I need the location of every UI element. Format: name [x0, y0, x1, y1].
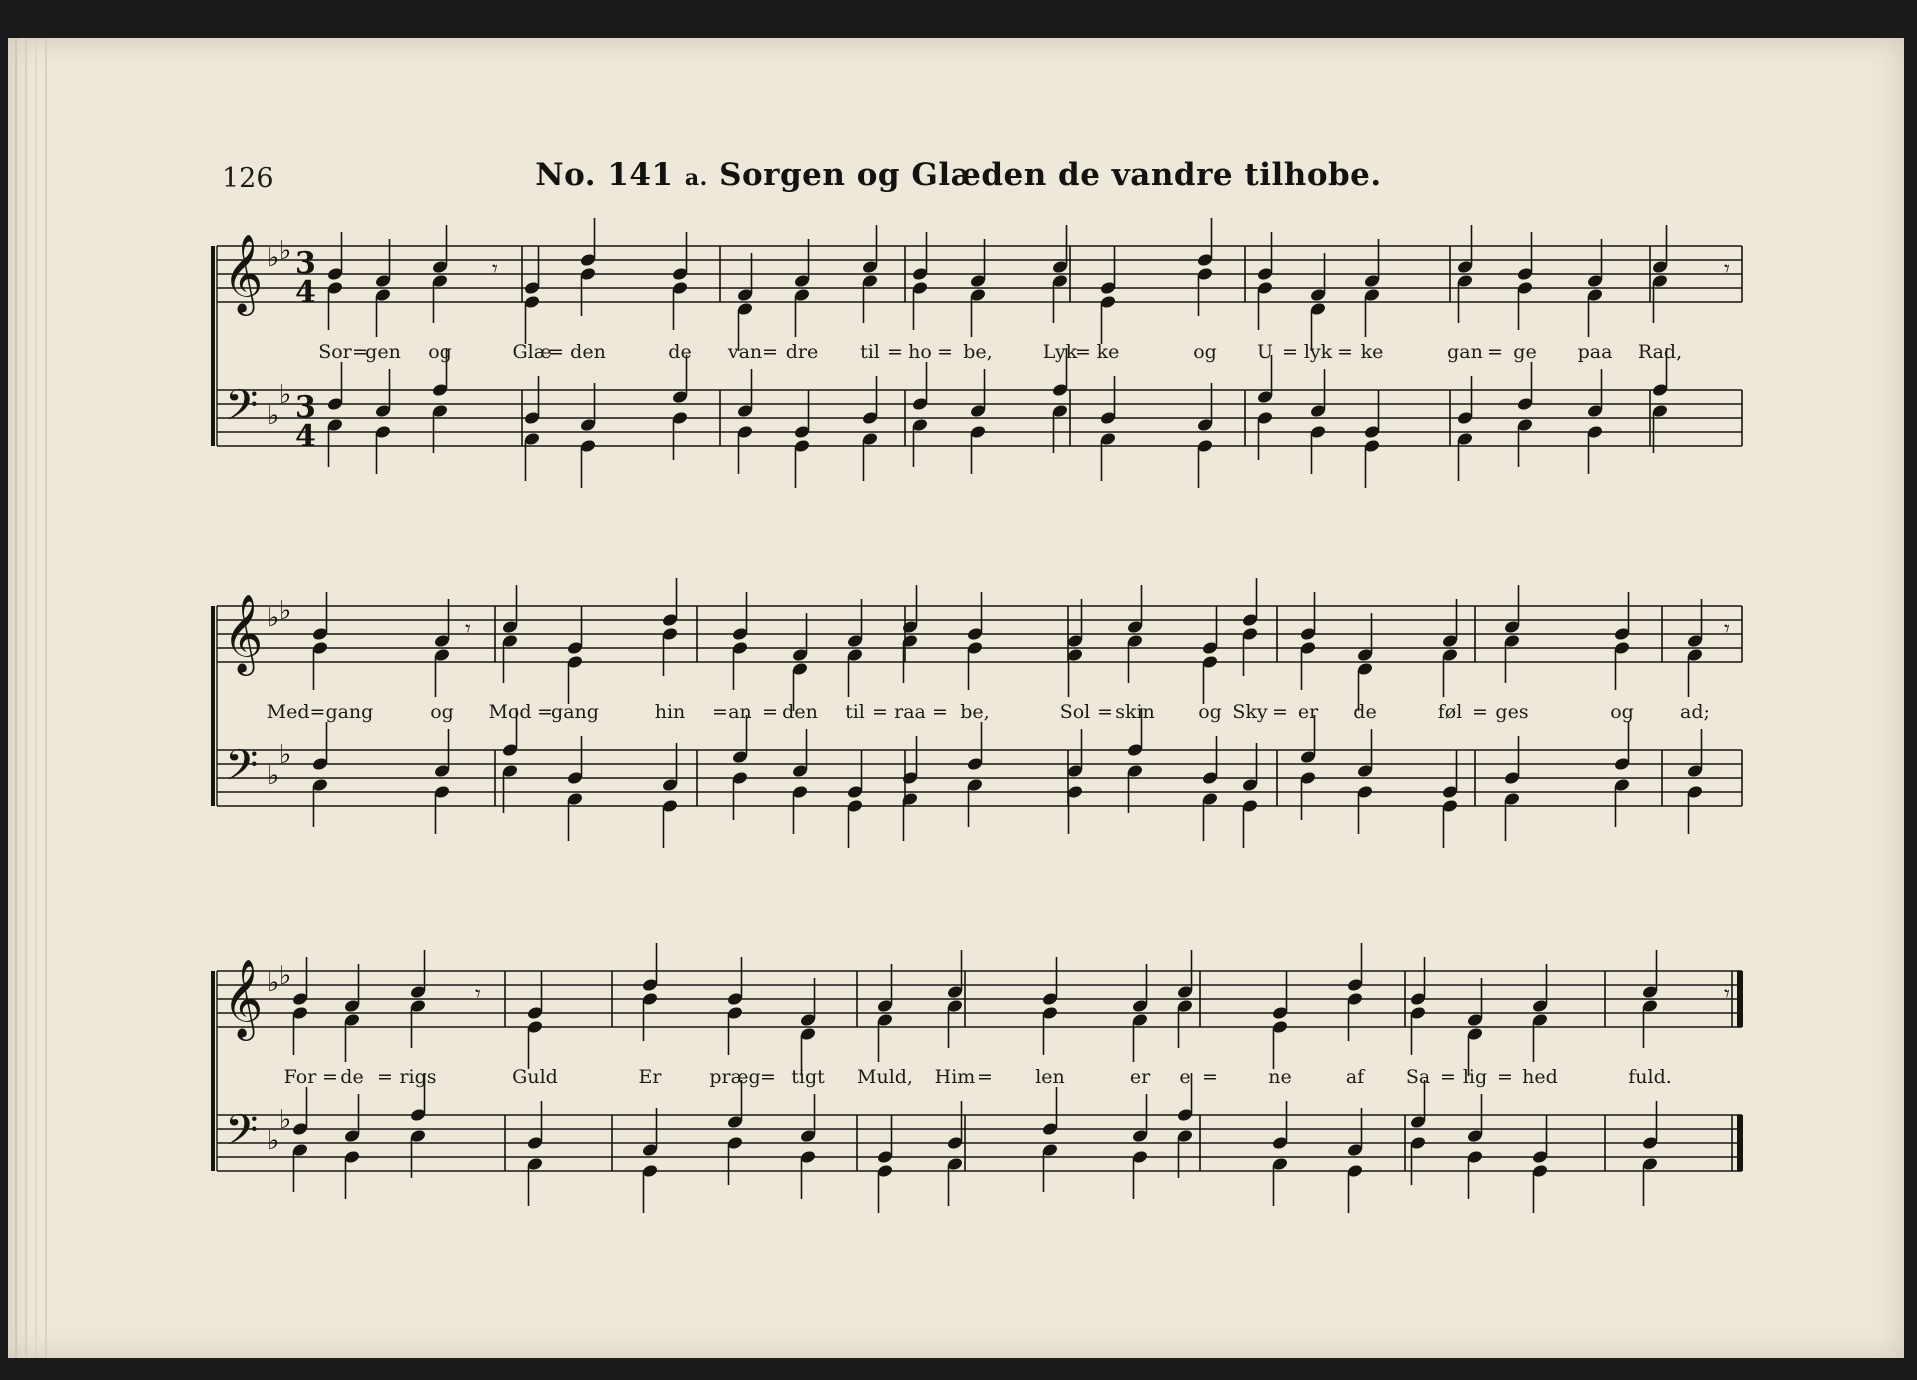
key-flat-e: ♭ — [279, 961, 292, 991]
lyric-syllable: gan — [1447, 341, 1483, 363]
lyric-syllable: den — [782, 701, 818, 723]
lyric-syllable: den — [570, 341, 606, 363]
lyric-syllable: = — [1487, 341, 1503, 363]
lyric-syllable: = — [977, 1066, 993, 1088]
lyric-syllable: = — [932, 701, 948, 723]
time-signature-bass-denominator: 4 — [295, 419, 316, 454]
lyric-syllable: ge — [1513, 341, 1537, 363]
lyric-syllable: be, — [960, 701, 990, 723]
lyric-syllable: = — [762, 701, 778, 723]
lyric-syllable: føl — [1437, 701, 1463, 723]
lyric-syllable: Rad, — [1637, 341, 1683, 363]
lyric-syllable: For — [283, 1066, 317, 1088]
lyric-syllable: = — [937, 341, 953, 363]
lyric-syllable: Him — [934, 1066, 976, 1088]
key-flat-e: ♭ — [279, 236, 292, 266]
lyric-syllable: Sol — [1059, 701, 1091, 723]
eighth-rest-icon: 𝄾 — [1724, 257, 1730, 282]
lyric-syllable: af — [1345, 1066, 1365, 1088]
lyric-syllable: de — [1353, 701, 1377, 723]
eighth-rest-icon: 𝄾 — [1724, 982, 1730, 1007]
music-system-2 — [0, 590, 1917, 840]
lyric-syllable: len — [1035, 1066, 1065, 1088]
treble-clef-icon: 𝄞 — [223, 959, 264, 1038]
lyric-syllable: ges — [1495, 701, 1529, 723]
lyric-syllable: Med=gang — [266, 701, 374, 723]
key-flat-e-bass: ♭ — [279, 740, 292, 770]
lyric-syllable: raa — [894, 701, 926, 723]
bass-staff — [217, 1115, 1742, 1171]
lyric-syllable: tigt — [791, 1066, 825, 1088]
lyric-syllable: ho — [908, 341, 932, 363]
lyric-syllable: = — [887, 341, 903, 363]
lyric-syllable: lyk — [1303, 341, 1333, 363]
lyric-syllable: til — [845, 701, 865, 723]
lyric-syllable: = — [322, 1066, 338, 1088]
lyric-syllable: dre — [785, 341, 819, 363]
lyric-syllable: = — [1440, 1066, 1456, 1088]
lyric-syllable: gang — [551, 701, 599, 723]
bass-clef-icon: 𝄢 — [225, 1106, 259, 1166]
hymn-name: Sorgen og Glæden de vandre tilhobe. — [719, 157, 1382, 193]
lyric-syllable: er — [1129, 1066, 1151, 1088]
music-system-1 — [0, 230, 1917, 480]
lyric-syllable: og — [430, 701, 454, 723]
key-flat-b: ♭ — [267, 968, 280, 998]
key-flat-e: ♭ — [279, 596, 292, 626]
lyric-syllable: = — [1075, 341, 1091, 363]
lyric-syllable: = — [1097, 701, 1113, 723]
lyric-syllable: præg — [709, 1066, 761, 1088]
lyric-syllable: Er — [638, 1066, 662, 1088]
lyric-syllable: be, — [963, 341, 993, 363]
music-system-3 — [0, 955, 1917, 1205]
key-flat-b: ♭ — [267, 603, 280, 633]
lyric-syllable: ke — [1096, 341, 1120, 363]
treble-clef-icon: 𝄞 — [223, 234, 264, 313]
lyric-syllable: ne — [1268, 1066, 1292, 1088]
lyric-syllable: = — [1272, 701, 1288, 723]
lyric-syllable: og — [428, 341, 452, 363]
final-barline-thick — [1737, 971, 1743, 1027]
bass-clef-icon: 𝄢 — [225, 381, 259, 441]
eighth-rest-icon: 𝄾 — [465, 617, 471, 642]
lyric-syllable: hed — [1522, 1066, 1558, 1088]
lyric-syllable: e — [1179, 1066, 1191, 1088]
hymn-variant: a. — [684, 165, 708, 191]
lyric-syllable: til — [860, 341, 880, 363]
lyric-syllable: er — [1297, 701, 1319, 723]
key-flat-e-bass: ♭ — [279, 380, 292, 410]
page-number: 126 — [222, 163, 274, 194]
lyric-syllable: og — [1198, 701, 1222, 723]
eighth-rest-icon: 𝄾 — [1724, 617, 1730, 642]
lyric-syllable: ad; — [1680, 701, 1710, 723]
lyric-syllable: paa — [1577, 341, 1613, 363]
lyric-syllable: fuld. — [1628, 1066, 1672, 1088]
bass-clef-icon: 𝄢 — [225, 741, 259, 801]
time-signature-bass-numerator: 3 — [295, 390, 316, 425]
lyric-syllable: skin — [1115, 701, 1155, 723]
key-flat-e-bass: ♭ — [279, 1105, 292, 1135]
lyric-syllable: Mod — [488, 701, 532, 723]
lyric-syllable: = — [712, 701, 728, 723]
lyric-syllable: Muld, — [857, 1066, 913, 1088]
lyric-syllable: rigs — [399, 1066, 437, 1088]
lyric-syllable: = — [1337, 341, 1353, 363]
treble-clef-icon: 𝄞 — [223, 594, 264, 673]
lyric-syllable: = — [352, 341, 368, 363]
lyric-syllable: van — [727, 341, 763, 363]
key-flat-b-bass: ♭ — [267, 1126, 280, 1156]
bass-staff — [217, 390, 1742, 446]
lyric-syllable: = — [548, 341, 564, 363]
lyric-syllable: = — [1282, 341, 1298, 363]
lyric-syllable: = — [377, 1066, 393, 1088]
lyric-syllable: lig — [1462, 1066, 1488, 1088]
lyric-syllable: Guld — [512, 1066, 558, 1088]
lyric-syllable: og — [1610, 701, 1634, 723]
lyric-syllable: = — [1472, 701, 1488, 723]
lyric-syllable: hin — [654, 701, 686, 723]
lyric-syllable: gen — [365, 341, 401, 363]
lyric-syllable: = — [1202, 1066, 1218, 1088]
treble-staff — [217, 971, 1742, 1027]
lyric-syllable: Sky — [1232, 701, 1268, 723]
lyric-syllable: U — [1256, 341, 1274, 363]
time-signature-treble-denominator: 4 — [295, 275, 316, 310]
eighth-rest-icon: 𝄾 — [492, 257, 498, 282]
lyric-syllable: og — [1193, 341, 1217, 363]
lyric-syllable: de — [668, 341, 692, 363]
eighth-rest-icon: 𝄾 — [475, 982, 481, 1007]
lyric-syllable: = — [537, 701, 553, 723]
lyric-syllable: = — [872, 701, 888, 723]
lyric-syllable: = — [760, 1066, 776, 1088]
lyric-syllable: = — [1497, 1066, 1513, 1088]
lyric-syllable: = — [762, 341, 778, 363]
key-flat-b-bass: ♭ — [267, 761, 280, 791]
hymn-title — [0, 157, 1917, 193]
lyric-syllable: ke — [1360, 341, 1384, 363]
lyric-syllable: de — [340, 1066, 364, 1088]
lyric-syllable: Sor — [318, 341, 352, 363]
final-barline-thick-bass — [1737, 1115, 1743, 1171]
lyric-syllable: Sa — [1405, 1066, 1431, 1088]
lyric-syllable: Lyk — [1042, 341, 1078, 363]
hymn-number: No. 141 — [535, 157, 674, 193]
key-flat-b: ♭ — [267, 243, 280, 273]
lyric-syllable: an — [728, 701, 752, 723]
time-signature-treble-numerator: 3 — [295, 246, 316, 281]
key-flat-b-bass: ♭ — [267, 401, 280, 431]
lyric-syllable: Glæ — [512, 341, 552, 363]
